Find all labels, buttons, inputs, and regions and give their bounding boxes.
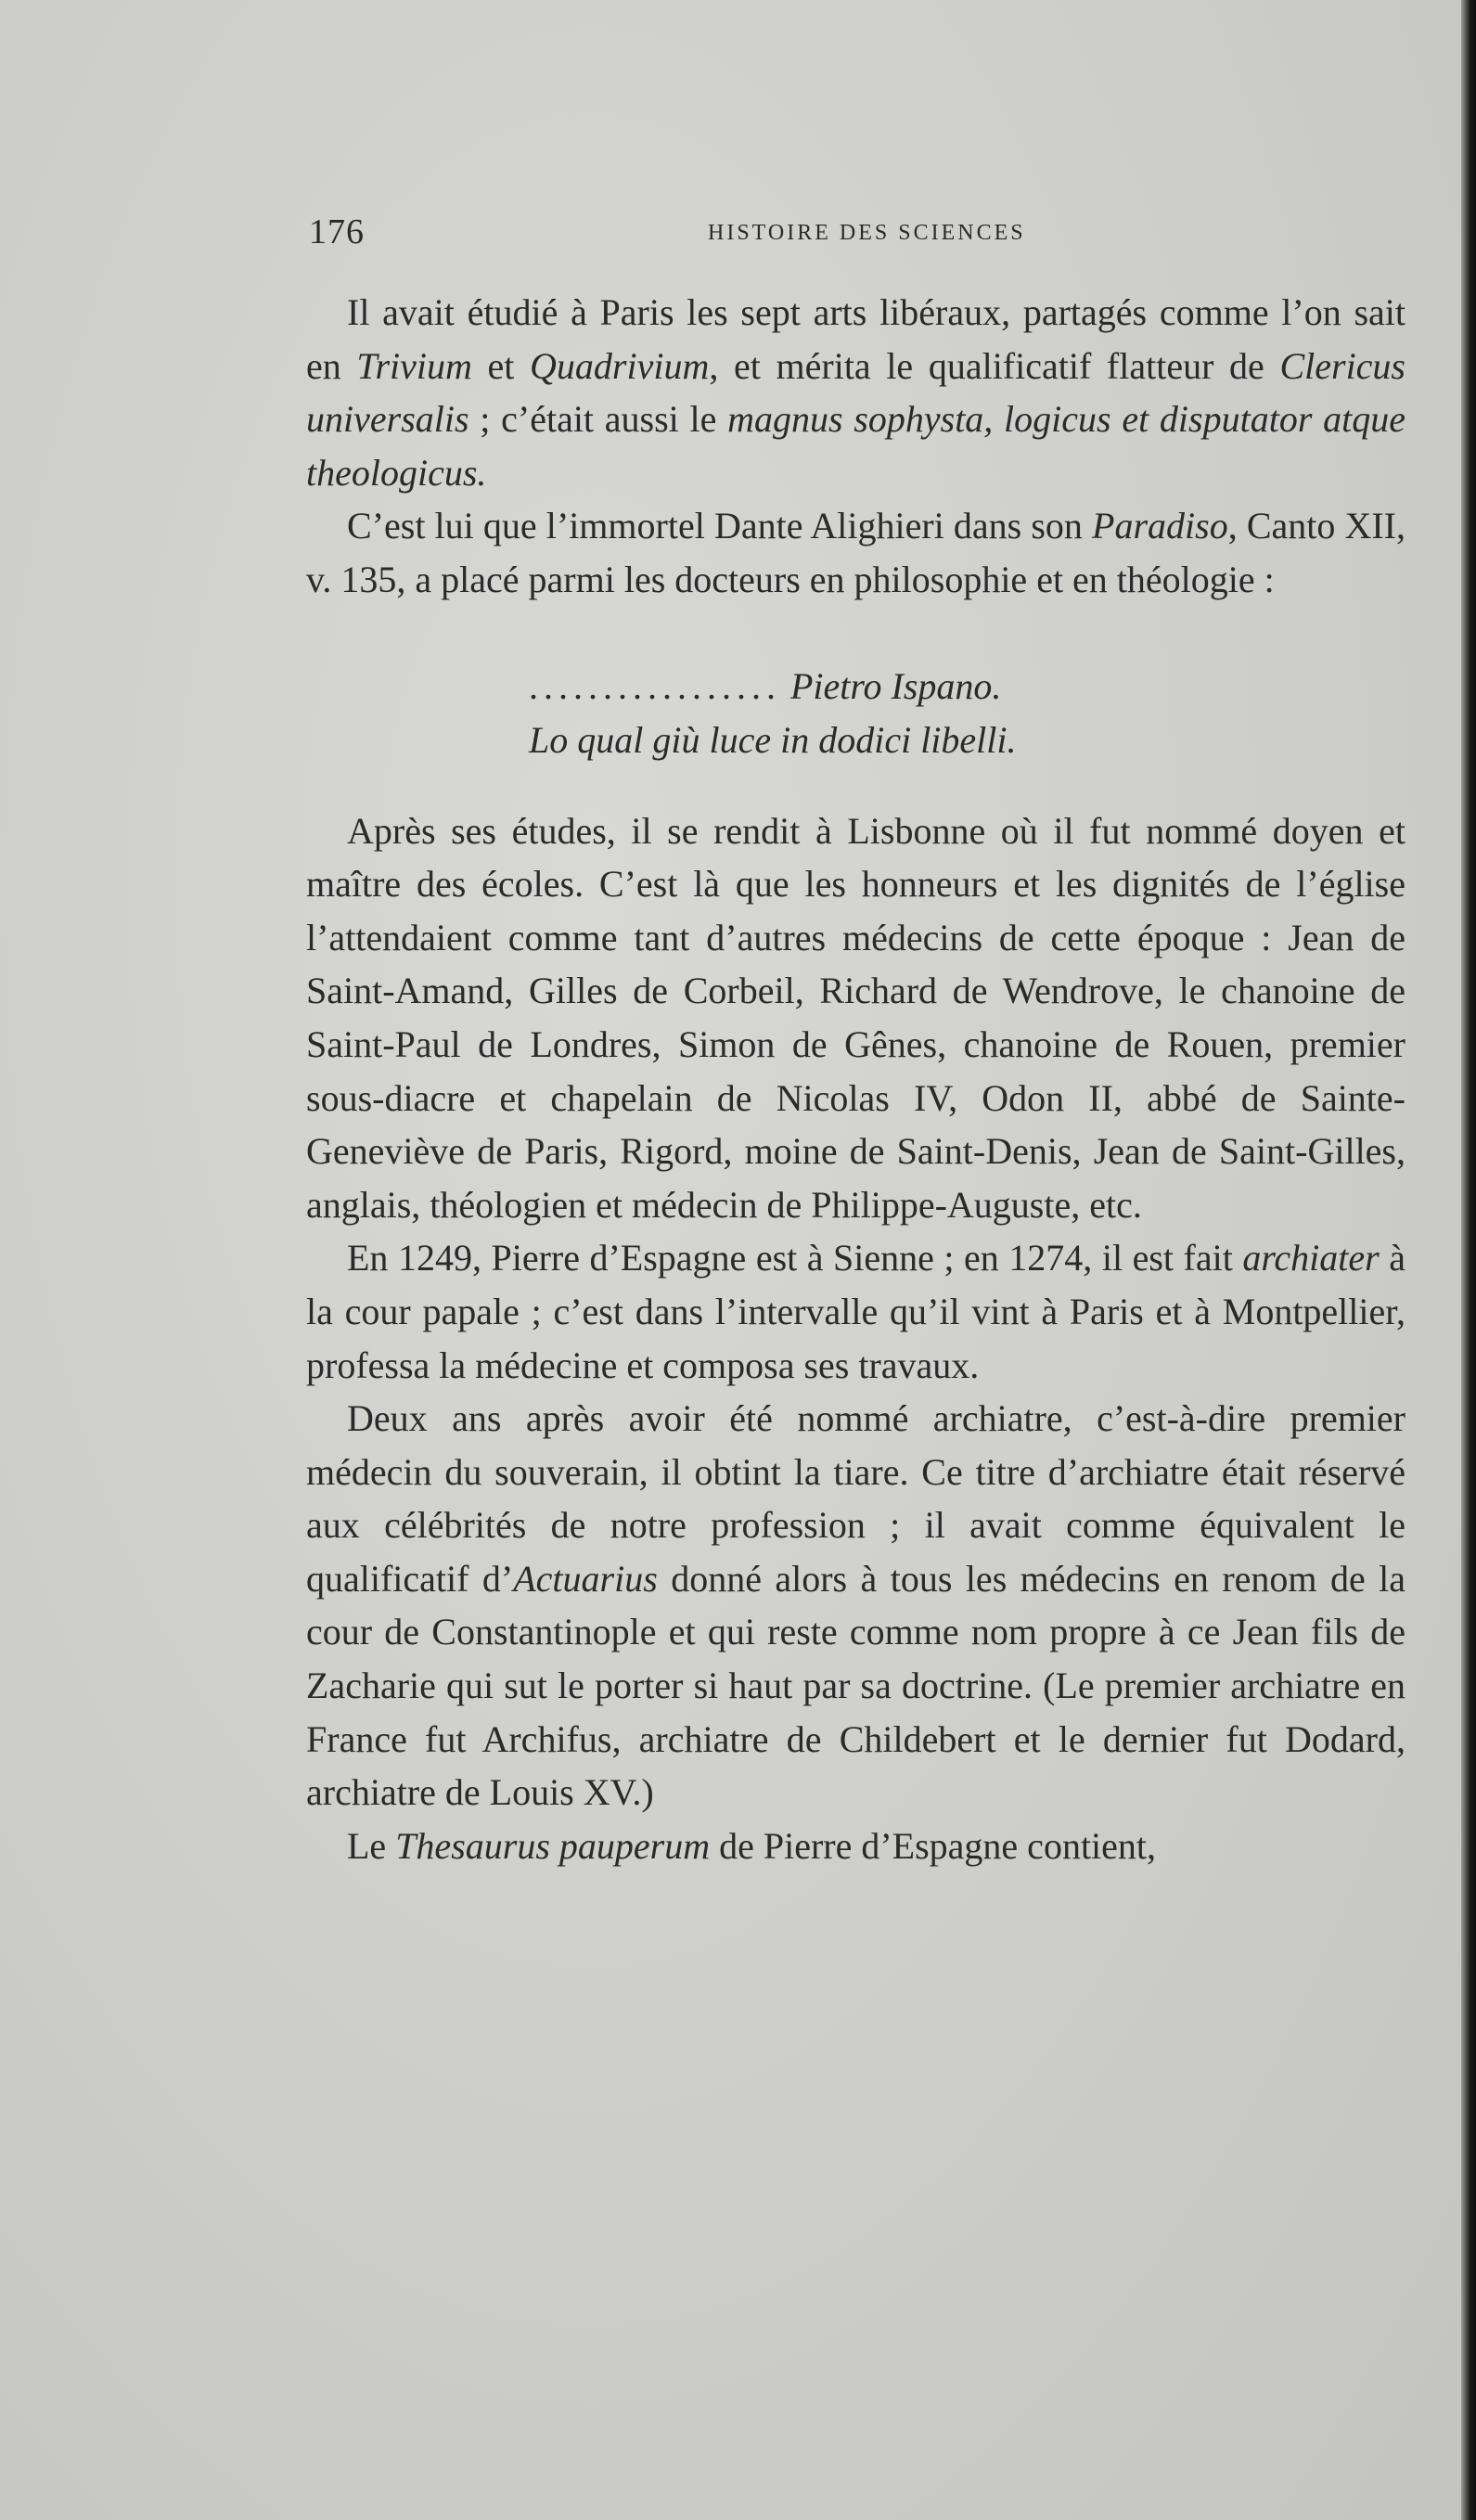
text-run: donné alors à tous les médecins en renom de la cour de Constantinople et qui reste comme nom propre à ce Jean fils de Zacharie qui sut le porter si haut par sa doctrine. (Le premier archiatre en France fut Archifus, archiatre de Childebert et le dernier fut Dodard, archiatre de Louis XV.) xyxy=(306,1557,1405,1814)
text-run: à la cour papale ; c’est dans l’intervalle qu’il vint à Paris et à Montpellier, professa la médecine et composa ses travaux. xyxy=(306,1237,1405,1386)
text-run: de Pierre d’Espagne contient, xyxy=(710,1824,1157,1867)
verse-line-1-text: Pietro Ispano. xyxy=(781,664,1002,707)
running-head xyxy=(309,212,1422,249)
text-run: et xyxy=(471,344,531,387)
text-run: , et mérita le qualificatif flatteur de xyxy=(709,344,1280,387)
running-title: HISTOIRE DES SCIENCES xyxy=(708,221,1026,245)
italic-term-paradiso: Paradiso xyxy=(1092,505,1228,547)
italic-term-clericus: Clericus universalis xyxy=(306,344,1405,441)
paragraph-sienne xyxy=(306,1231,1405,1392)
verse-quotation xyxy=(306,660,1405,767)
text-run: En 1249, Pierre d’Espagne est à Sienne ; en 1274, il est fait xyxy=(347,1237,1243,1279)
italic-term-actuarius: Actuarius xyxy=(513,1557,658,1600)
verse-line-1 xyxy=(529,660,1405,714)
text-run: Il avait étudié à Paris les sept arts libéraux, partagés comme l’on sait en xyxy=(306,291,1405,387)
italic-term-archiater: archiater xyxy=(1242,1237,1380,1279)
paragraph-lisbonne: Après ses études, il se rendit à Lisbonne où il fut nommé doyen et maître des écoles. C’est là que les honneurs et les dignités de l’église l’attendaient comme tant d’autres médecins de cette époque : Jean de Saint-Amand, Gilles de Corbeil, Richard de Wendrove, le chanoine de Saint-Paul de Londres, Simon de Gênes, chanoine de Rouen, premier sous-diacre et chapelain de Nicolas IV, Odon II, abbé de Sainte-Geneviève de Paris, Rigord, moine de Saint-Denis, Jean de Saint-Gilles, anglais, théologien et médecin de Philippe-Auguste, etc. xyxy=(306,809,1405,1226)
paragraph-dante xyxy=(306,499,1405,606)
page-number: 176 xyxy=(309,212,365,251)
paragraph-thesaurus xyxy=(306,1819,1405,1873)
text-run: C’est lui que l’immortel Dante Alighieri dans son xyxy=(347,505,1093,547)
text-run: Le xyxy=(347,1824,396,1867)
text-run: , Canto XII, v. 135, a placé parmi les docteurs en philosophie et en théologie : xyxy=(306,505,1406,600)
italic-term-quadrivium: Quadrivium xyxy=(530,344,710,387)
page-binding-edge xyxy=(1461,0,1476,2520)
verse-leader-dots: ................. xyxy=(529,664,781,707)
verse-line-2: Lo qual giù luce in dodici libelli. xyxy=(529,718,1017,761)
paragraph-arts-liberaux xyxy=(306,286,1405,499)
italic-term-magnus-sophysta: magnus sophysta, logicus et disputator atque theologicus. xyxy=(306,398,1405,494)
text-run: ; c’était aussi le xyxy=(468,398,728,441)
paragraph-archiatre xyxy=(306,1392,1405,1819)
text-run: Deux ans après avoir été nommé archiatre, c’est-à-dire premier médecin du souverain, il obtint la tiare. Ce titre d’archiatre était réservé aux célébrités de notre profession ; il avait comme équivalent le qualificatif d’ xyxy=(306,1397,1405,1600)
italic-term-trivium: Trivium xyxy=(356,344,472,387)
page-body xyxy=(306,286,1405,1872)
italic-term-thesaurus-pauperum: Thesaurus pauperum xyxy=(395,1824,711,1867)
